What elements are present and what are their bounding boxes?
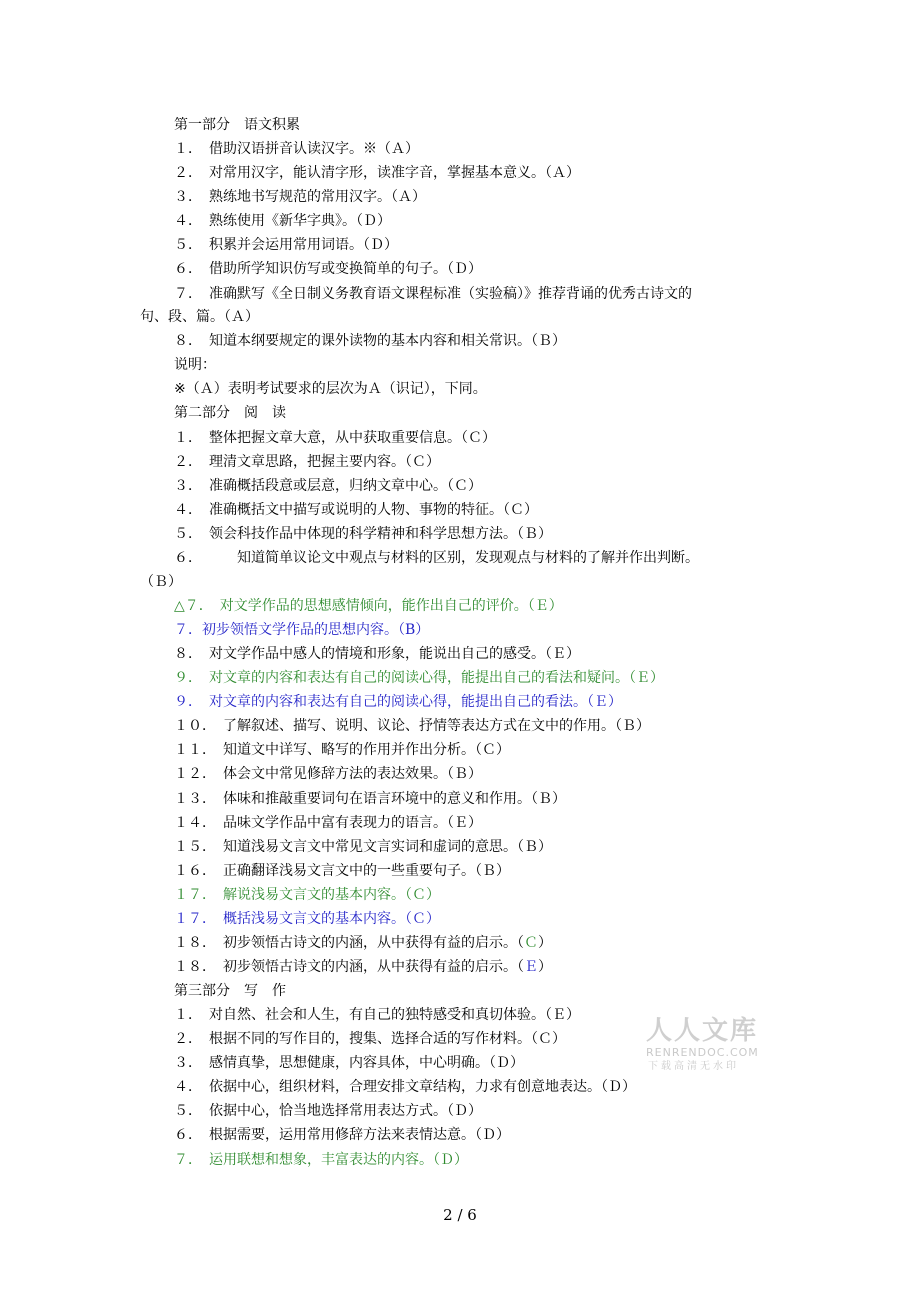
list-item: ７． 准确默写《全日制义务教育语文课程标准（实验稿）》推荐背诵的优秀古诗文的 (174, 286, 692, 302)
page-number: 2 / 6 (443, 1206, 477, 1224)
list-item-revised: ９． 对文章的内容和表达有自己的阅读心得，能提出自己的看法。（Ｅ） (174, 694, 622, 710)
list-item: １０． 了解叙述、描写、说明、议论、抒情等表达方式在文中的作用。（Ｂ） (174, 718, 650, 734)
list-item-text: １８． 初步领悟古诗文的内涵，从中获得有益的启示。（ (174, 959, 524, 975)
list-item: ２． 理清文章思路，把握主要内容。（Ｃ） (174, 454, 440, 470)
list-item: ３． 熟练地书写规范的常用汉字。（Ａ） (174, 189, 426, 205)
watermark (646, 1016, 774, 1078)
list-item-continuation: 句、段、篇。（Ａ） (140, 309, 259, 325)
list-item: １６． 正确翻译浅易文言文中的一些重要句子。（Ｂ） (174, 863, 510, 879)
list-item: １１． 知道文中详写、略写的作用并作出分析。（Ｃ） (174, 742, 510, 758)
list-item (174, 956, 552, 978)
list-item-text: １８． 初步领悟古诗文的内涵，从中获得有益的启示。（ (174, 935, 524, 951)
list-item-revised: ７．初步领悟文学作品的思想内容。（B） (174, 622, 430, 638)
list-item: ３． 感情真挚，思想健康，内容具体，中心明确。（Ｄ） (174, 1055, 524, 1071)
note-text: ※（Ａ）表明考试要求的层次为Ａ（识记），下同。 (174, 381, 487, 397)
list-item: ５． 依据中心，恰当地选择常用表达方式。（Ｄ） (174, 1103, 482, 1119)
list-item: ２． 根据不同的写作目的，搜集、选择合适的写作材料。（Ｃ） (174, 1031, 566, 1047)
list-item: ３． 准确概括段意或层意，归纳文章中心。（Ｃ） (174, 478, 482, 494)
section-heading-writing: 第三部分 写 作 (174, 983, 286, 999)
level-letter: Ｃ (524, 935, 538, 951)
watermark-logo: 人人文库 (646, 1016, 759, 1046)
section-heading-accumulation: 第一部分 语文积累 (174, 117, 300, 133)
list-item: １２． 体会文中常见修辞方法的表达效果。（Ｂ） (174, 766, 482, 782)
list-item: ５． 积累并会运用常用词语。（Ｄ） (174, 237, 398, 253)
list-item: ４． 依据中心，组织材料，合理安排文章结构，力求有创意地表达。（Ｄ） (174, 1079, 636, 1095)
list-item-highlighted: ７． 运用联想和想象，丰富表达的内容。（Ｄ） (174, 1152, 468, 1168)
list-item: １５． 知道浅易文言文中常见文言实词和虚词的意思。（Ｂ） (174, 839, 552, 855)
list-item: １４． 品味文学作品中富有表现力的语言。（Ｅ） (174, 815, 482, 831)
list-item-highlighted: ９． 对文章的内容和表达有自己的阅读心得，能提出自己的看法和疑问。（Ｅ） (174, 670, 664, 686)
list-item-highlighted: １７． 解说浅易文言文的基本内容。（Ｃ） (174, 887, 440, 903)
list-item (174, 932, 552, 954)
list-item: ２． 对常用汉字，能认清字形，读准字音，掌握基本意义。（Ａ） (174, 165, 580, 181)
watermark-tagline: 下载高清无水印 (648, 1061, 739, 1072)
list-item: ４． 准确概括文中描写或说明的人物、事物的特征。（Ｃ） (174, 502, 538, 518)
list-item: ８． 对文学作品中感人的情境和形象，能说出自己的感受。（Ｅ） (174, 646, 580, 662)
list-item: ８． 知道本纲要规定的课外读物的基本内容和相关常识。（Ｂ） (174, 333, 566, 349)
list-item-highlighted: △７． 对文学作品的思想感情倾向，能作出自己的评价。（Ｅ） (174, 598, 563, 614)
level-letter: Ｅ (524, 959, 538, 975)
section-heading-reading: 第二部分 阅 读 (174, 405, 286, 421)
list-item: ６． 知道简单议论文中观点与材料的区别，发现观点与材料的了解并作出判断。 (174, 550, 699, 566)
list-item-suffix: ） (538, 935, 552, 951)
list-item: ６． 根据需要，运用常用修辞方法来表情达意。（Ｄ） (174, 1127, 510, 1143)
list-item-continuation: （Ｂ） (140, 574, 182, 590)
list-item: １． 对自然、社会和人生，有自己的独特感受和真切体验。（Ｅ） (174, 1007, 580, 1023)
list-item: １３． 体味和推敲重要词句在语言环境中的意义和作用。（Ｂ） (174, 791, 566, 807)
list-item-suffix: ） (538, 959, 552, 975)
list-item: １． 借助汉语拼音认读汉字。※（Ａ） (174, 141, 419, 157)
list-item: ６． 借助所学知识仿写或变换简单的句子。（Ｄ） (174, 261, 482, 277)
list-item: １． 整体把握文章大意，从中获取重要信息。（Ｃ） (174, 430, 496, 446)
note-label: 说明： (174, 357, 216, 373)
watermark-url: RENRENDOC.COM (646, 1046, 759, 1059)
list-item: ４． 熟练使用《新华字典》。（Ｄ） (174, 213, 391, 229)
list-item-revised: １７． 概括浅易文言文的基本内容。（Ｃ） (174, 911, 440, 927)
list-item: ５． 领会科技作品中体现的科学精神和科学思想方法。（Ｂ） (174, 526, 552, 542)
